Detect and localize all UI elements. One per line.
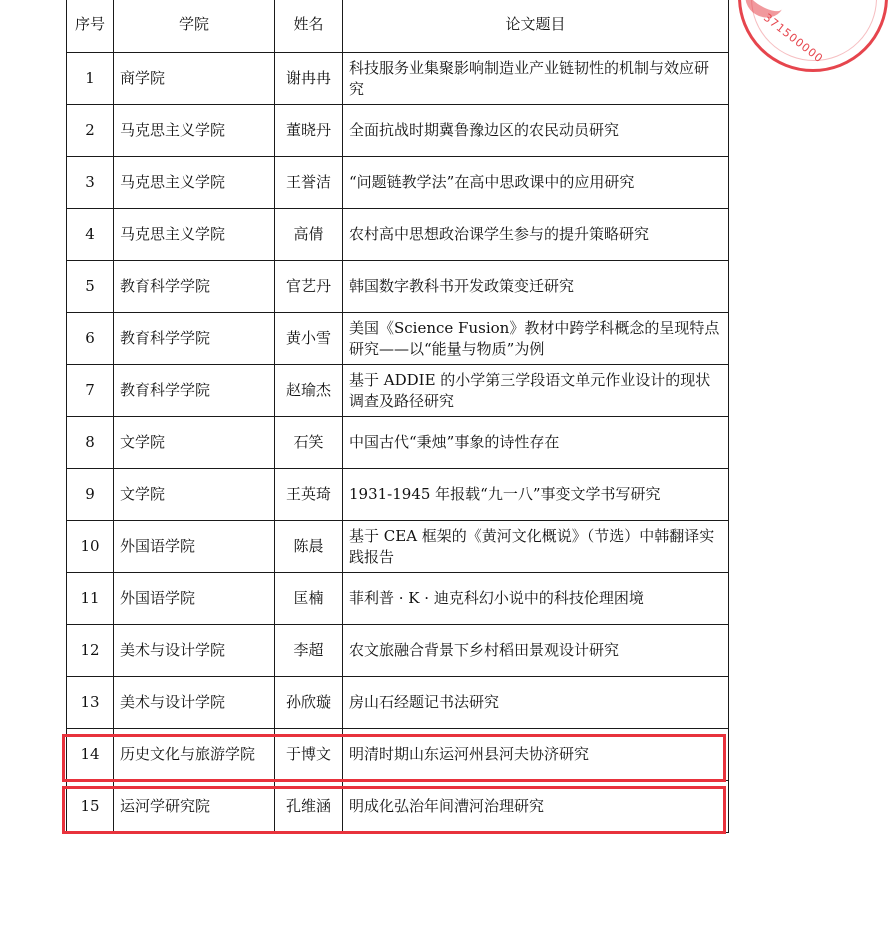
cell-college: 马克思主义学院 bbox=[114, 157, 275, 209]
header-title: 论文题目 bbox=[343, 0, 729, 53]
cell-title: 基于 CEA 框架的《黄河文化概说》（节选）中韩翻译实践报告 bbox=[343, 521, 729, 573]
cell-college: 教育科学学院 bbox=[114, 261, 275, 313]
cell-no: 6 bbox=[67, 313, 114, 365]
cell-title: 房山石经题记书法研究 bbox=[343, 677, 729, 729]
cell-college: 文学院 bbox=[114, 469, 275, 521]
cell-college: 马克思主义学院 bbox=[114, 209, 275, 261]
cell-name: 黄小雪 bbox=[275, 313, 343, 365]
cell-title: 农文旅融合背景下乡村稻田景观设计研究 bbox=[343, 625, 729, 677]
cell-college: 教育科学学院 bbox=[114, 365, 275, 417]
cell-no: 12 bbox=[67, 625, 114, 677]
cell-college: 美术与设计学院 bbox=[114, 677, 275, 729]
cell-title: 中国古代“秉烛”事象的诗性存在 bbox=[343, 417, 729, 469]
cell-name: 官艺丹 bbox=[275, 261, 343, 313]
cell-college: 马克思主义学院 bbox=[114, 105, 275, 157]
cell-no: 9 bbox=[67, 469, 114, 521]
cell-college: 外国语学院 bbox=[114, 521, 275, 573]
cell-college: 美术与设计学院 bbox=[114, 625, 275, 677]
cell-college: 运河学研究院 bbox=[114, 781, 275, 833]
cell-name: 孙欣璇 bbox=[275, 677, 343, 729]
cell-title: 菲利普 · K · 迪克科幻小说中的科技伦理困境 bbox=[343, 573, 729, 625]
cell-college: 历史文化与旅游学院 bbox=[114, 729, 275, 781]
cell-title: 全面抗战时期冀鲁豫边区的农民动员研究 bbox=[343, 105, 729, 157]
table-row bbox=[67, 105, 729, 157]
official-seal bbox=[738, 0, 888, 72]
cell-no: 7 bbox=[67, 365, 114, 417]
cell-no: 1 bbox=[67, 53, 114, 105]
table-row bbox=[67, 417, 729, 469]
cell-college: 文学院 bbox=[114, 417, 275, 469]
table-row bbox=[67, 625, 729, 677]
header-college: 学院 bbox=[114, 0, 275, 53]
cell-no: 15 bbox=[67, 781, 114, 833]
table-row bbox=[67, 677, 729, 729]
cell-title: 基于 ADDIE 的小学第三学段语文单元作业设计的现状调查及路径研究 bbox=[343, 365, 729, 417]
cell-no: 10 bbox=[67, 521, 114, 573]
table-row bbox=[67, 313, 729, 365]
table-row bbox=[67, 365, 729, 417]
cell-no: 14 bbox=[67, 729, 114, 781]
cell-name: 于博文 bbox=[275, 729, 343, 781]
header-no: 序号 bbox=[67, 0, 114, 53]
cell-name: 谢冉冉 bbox=[275, 53, 343, 105]
table-row-highlighted bbox=[67, 781, 729, 833]
cell-name: 赵瑜杰 bbox=[275, 365, 343, 417]
cell-title: 科技服务业集聚影响制造业产业链韧性的机制与效应研究 bbox=[343, 53, 729, 105]
cell-no: 8 bbox=[67, 417, 114, 469]
cell-college: 外国语学院 bbox=[114, 573, 275, 625]
table-row bbox=[67, 53, 729, 105]
cell-name: 石笑 bbox=[275, 417, 343, 469]
table-row-highlighted bbox=[67, 729, 729, 781]
cell-name: 王誉洁 bbox=[275, 157, 343, 209]
cell-title: “问题链教学法”在高中思政课中的应用研究 bbox=[343, 157, 729, 209]
cell-title: 韩国数字教科书开发政策变迁研究 bbox=[343, 261, 729, 313]
cell-title: 美国《Science Fusion》教材中跨学科概念的呈现特点研究——以“能量与物质”为例 bbox=[343, 313, 729, 365]
cell-name: 匡楠 bbox=[275, 573, 343, 625]
cell-no: 11 bbox=[67, 573, 114, 625]
table-row bbox=[67, 521, 729, 573]
table-row bbox=[67, 157, 729, 209]
cell-name: 李超 bbox=[275, 625, 343, 677]
cell-name: 陈晨 bbox=[275, 521, 343, 573]
table-row bbox=[67, 469, 729, 521]
cell-college: 教育科学学院 bbox=[114, 313, 275, 365]
header-name: 姓名 bbox=[275, 0, 343, 53]
thesis-list-table bbox=[66, 0, 729, 833]
cell-name: 高倩 bbox=[275, 209, 343, 261]
cell-college: 商学院 bbox=[114, 53, 275, 105]
table-row bbox=[67, 209, 729, 261]
cell-title: 明成化弘治年间漕河治理研究 bbox=[343, 781, 729, 833]
cell-title: 明清时期山东运河州县河夫协济研究 bbox=[343, 729, 729, 781]
cell-title: 农村高中思想政治课学生参与的提升策略研究 bbox=[343, 209, 729, 261]
cell-name: 董晓丹 bbox=[275, 105, 343, 157]
cell-no: 5 bbox=[67, 261, 114, 313]
cell-name: 王英琦 bbox=[275, 469, 343, 521]
cell-no: 2 bbox=[67, 105, 114, 157]
table-header-row bbox=[67, 0, 729, 53]
cell-name: 孔维涵 bbox=[275, 781, 343, 833]
cell-no: 3 bbox=[67, 157, 114, 209]
seal-code-text: 371500000 bbox=[760, 11, 826, 66]
cell-no: 4 bbox=[67, 209, 114, 261]
table-row bbox=[67, 261, 729, 313]
cell-no: 13 bbox=[67, 677, 114, 729]
cell-title: 1931-1945 年报载“九一八”事变文学书写研究 bbox=[343, 469, 729, 521]
table-row bbox=[67, 573, 729, 625]
